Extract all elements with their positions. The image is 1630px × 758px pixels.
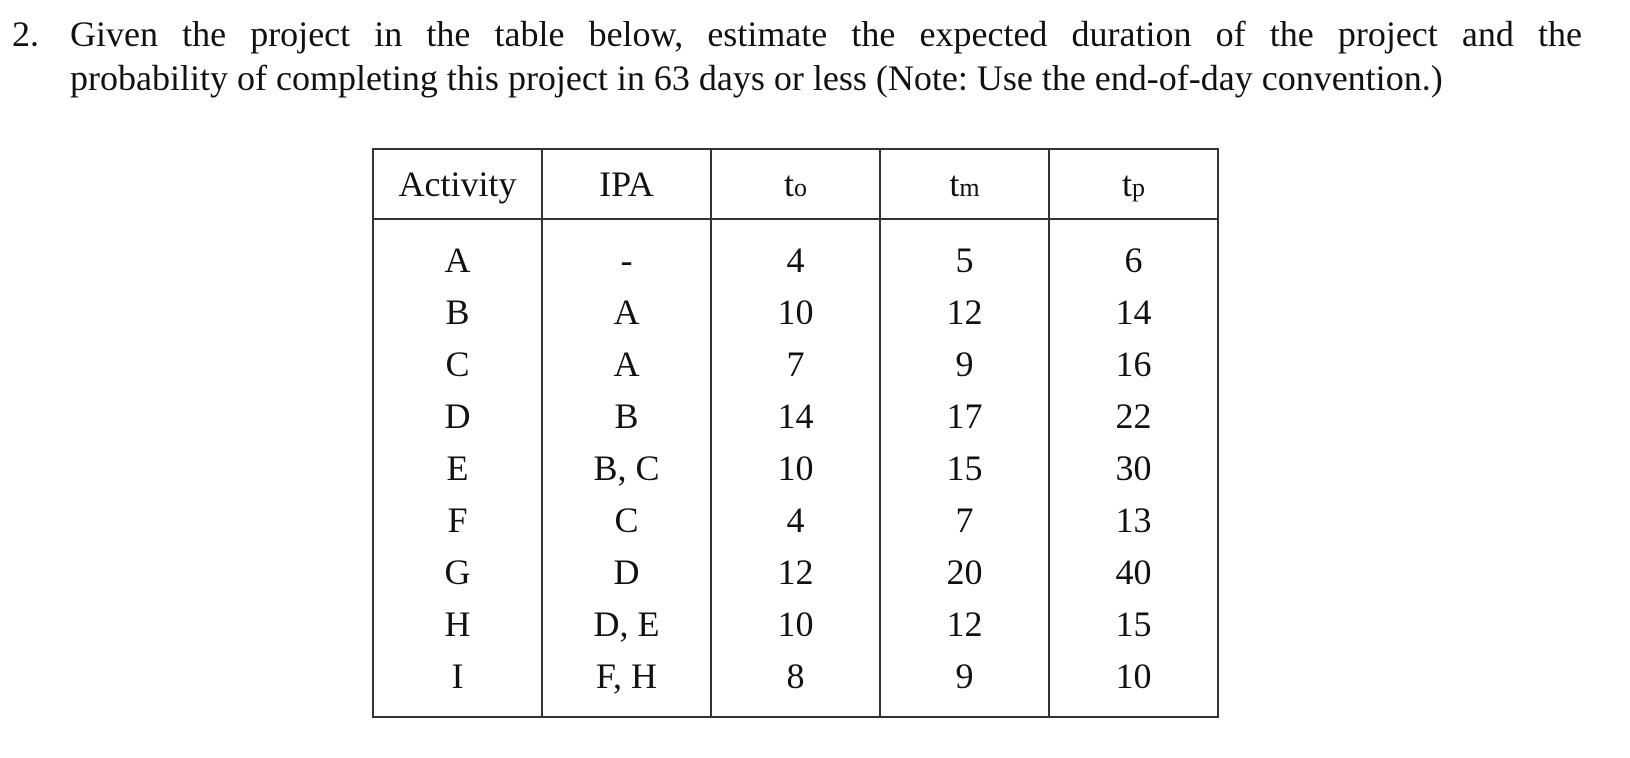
table-row bbox=[373, 219, 1218, 286]
cell-tp: 16 bbox=[1049, 338, 1218, 390]
header-to bbox=[711, 149, 880, 219]
header-to-base: t bbox=[783, 164, 794, 204]
cell-tp: 13 bbox=[1049, 494, 1218, 546]
table-row bbox=[373, 494, 1218, 546]
header-ipa: IPA bbox=[542, 149, 711, 219]
cell-ipa: F, H bbox=[542, 650, 711, 717]
cell-activity: G bbox=[373, 546, 542, 598]
cell-to: 14 bbox=[711, 390, 880, 442]
question-text bbox=[12, 12, 1582, 100]
cell-tm: 17 bbox=[880, 390, 1049, 442]
cell-ipa: A bbox=[542, 338, 711, 390]
cell-tp: 10 bbox=[1049, 650, 1218, 717]
cell-activity: I bbox=[373, 650, 542, 717]
cell-to: 4 bbox=[711, 219, 880, 286]
header-activity: Activity bbox=[373, 149, 542, 219]
cell-to: 8 bbox=[711, 650, 880, 717]
cell-activity: F bbox=[373, 494, 542, 546]
header-tp-base: t bbox=[1121, 164, 1132, 204]
table-header-row bbox=[373, 149, 1218, 219]
question-line-1 bbox=[12, 12, 1582, 56]
cell-to: 12 bbox=[711, 546, 880, 598]
cell-tm: 9 bbox=[880, 338, 1049, 390]
cell-tp: 15 bbox=[1049, 598, 1218, 650]
cell-activity: H bbox=[373, 598, 542, 650]
table-row bbox=[373, 442, 1218, 494]
table-row bbox=[373, 338, 1218, 390]
table-row bbox=[373, 286, 1218, 338]
header-tm bbox=[880, 149, 1049, 219]
cell-tm: 15 bbox=[880, 442, 1049, 494]
header-tp-sub: p bbox=[1132, 173, 1145, 202]
cell-activity: D bbox=[373, 390, 542, 442]
header-tm-sub: m bbox=[959, 173, 980, 202]
header-tm-base: t bbox=[949, 164, 960, 204]
cell-ipa: - bbox=[542, 219, 711, 286]
question-number: 2. bbox=[12, 14, 39, 54]
cell-ipa: B bbox=[542, 390, 711, 442]
table-row bbox=[373, 650, 1218, 717]
cell-ipa: B, C bbox=[542, 442, 711, 494]
table-row bbox=[373, 546, 1218, 598]
cell-tp: 14 bbox=[1049, 286, 1218, 338]
cell-tp: 40 bbox=[1049, 546, 1218, 598]
cell-tm: 9 bbox=[880, 650, 1049, 717]
cell-to: 10 bbox=[711, 286, 880, 338]
cell-tp: 30 bbox=[1049, 442, 1218, 494]
cell-tm: 5 bbox=[880, 219, 1049, 286]
cell-tm: 12 bbox=[880, 286, 1049, 338]
cell-activity: C bbox=[373, 338, 542, 390]
cell-tm: 7 bbox=[880, 494, 1049, 546]
table-row bbox=[373, 598, 1218, 650]
activity-table bbox=[372, 148, 1219, 718]
cell-activity: A bbox=[373, 219, 542, 286]
cell-activity: B bbox=[373, 286, 542, 338]
cell-to: 4 bbox=[711, 494, 880, 546]
cell-to: 10 bbox=[711, 598, 880, 650]
header-tp bbox=[1049, 149, 1218, 219]
cell-to: 7 bbox=[711, 338, 880, 390]
question-line-2: probability of completing this project in 63 days or less (Note: Use the end-of-day convention.) bbox=[70, 58, 1443, 98]
cell-to: 10 bbox=[711, 442, 880, 494]
cell-ipa: D, E bbox=[542, 598, 711, 650]
cell-tm: 12 bbox=[880, 598, 1049, 650]
cell-ipa: A bbox=[542, 286, 711, 338]
question-line-1-text: Given the project in the table below, estimate the expected duration of the project and the bbox=[70, 14, 1582, 54]
cell-ipa: C bbox=[542, 494, 711, 546]
cell-ipa: D bbox=[542, 546, 711, 598]
cell-tm: 20 bbox=[880, 546, 1049, 598]
cell-tp: 22 bbox=[1049, 390, 1218, 442]
cell-activity: E bbox=[373, 442, 542, 494]
table-row bbox=[373, 390, 1218, 442]
cell-tp: 6 bbox=[1049, 219, 1218, 286]
header-to-sub: o bbox=[794, 173, 807, 202]
